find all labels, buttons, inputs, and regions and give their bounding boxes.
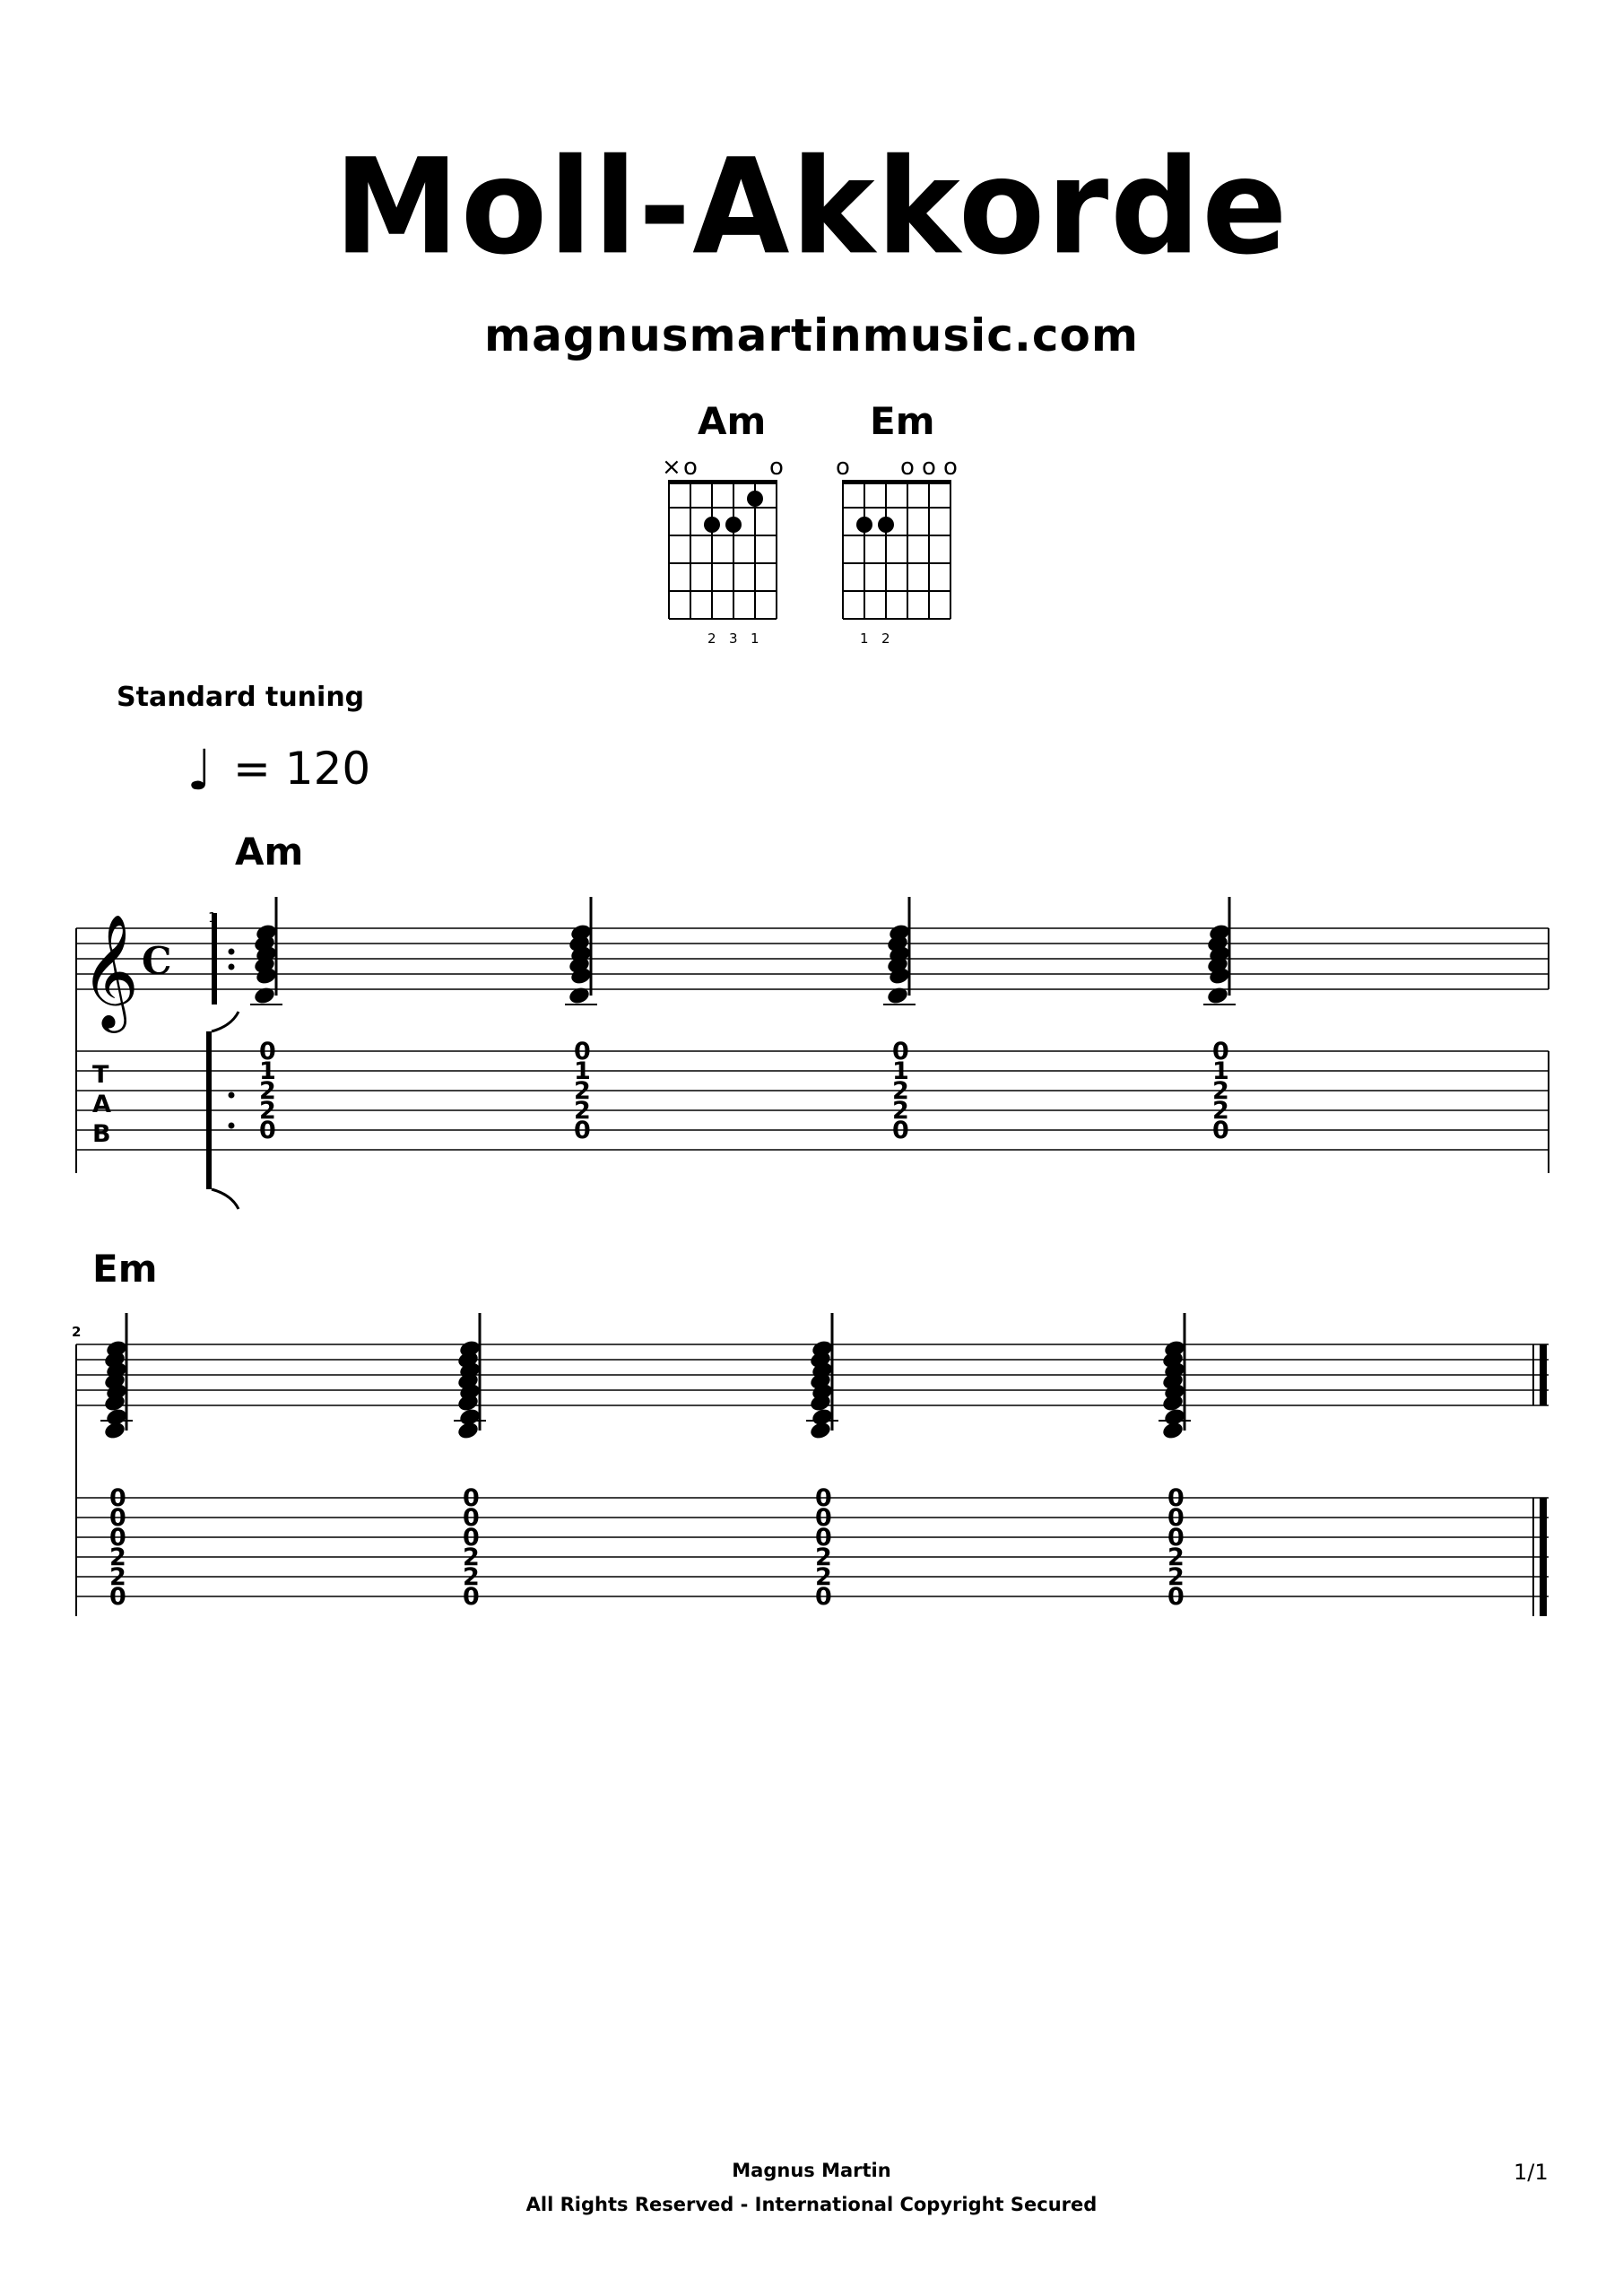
chord-diagram-em [836,454,958,647]
tab-fret-number: 0 [1212,1038,1229,1065]
system-1 [76,897,1549,1209]
tab-clef-b: B [92,1120,111,1148]
tab-fret-number: 0 [574,1117,591,1144]
string-marker: o [683,454,698,481]
measure-number: 2 [72,1324,82,1340]
measure-2-tab [109,1484,1185,1611]
tab-fret-number: 1 [574,1057,591,1085]
string-marker: × [662,454,681,481]
finger-number: 2 [707,631,716,647]
staff-lines [76,1344,1549,1405]
tab-fret-number: 0 [815,1524,832,1552]
tab-lines [76,1051,1549,1150]
tab-fret-number: 0 [259,1117,276,1144]
tab-fret-number: 0 [109,1583,126,1611]
tab-fret-number: 2 [1167,1544,1185,1571]
note-head [886,986,909,1006]
tab-clef-t: T [92,1061,109,1089]
tab-fret-number: 0 [1167,1583,1185,1611]
tab-fret-number: 2 [463,1544,480,1571]
tab-fret-number: 0 [1167,1524,1185,1552]
tab-fret-number: 0 [1167,1504,1185,1532]
finger-number: 1 [860,631,869,647]
fret-dot [704,517,720,533]
fret-dot [878,517,894,533]
tab-fret-number: 2 [574,1097,591,1125]
chord-diagram-am [662,454,784,647]
treble-clef-icon: 𝄞 [81,913,140,1028]
fret-dot [725,517,742,533]
tab-fret-number: 2 [1212,1077,1229,1105]
string-marker: o [943,454,958,481]
tab-fret-number: 0 [463,1484,480,1512]
string-marker: o [922,454,936,481]
finger-number: 1 [751,631,759,647]
tab-fret-number: 1 [1212,1057,1229,1085]
tab-fret-number: 2 [892,1077,909,1105]
staff-lines [76,928,1549,989]
tab-fret-number: 2 [815,1563,832,1591]
note-head [1206,986,1229,1006]
tab-fret-number: 0 [1212,1117,1229,1144]
website-subtitle: magnusmartinmusic.com [483,309,1140,361]
note-head [456,1421,480,1441]
notation-chord [454,1313,486,1440]
tab-fret-number: 0 [463,1583,480,1611]
tab-fret-number: 0 [259,1038,276,1065]
time-signature: C [142,939,172,983]
tab-fret-number: 0 [574,1038,591,1065]
note-head [253,986,276,1006]
tab-fret-number: 0 [109,1524,126,1552]
page-title: Moll-Akkorde [334,130,1289,285]
tab-fret-number: 2 [815,1544,832,1571]
tab-fret-number: 2 [1167,1563,1185,1591]
quarter-note-icon: ♩ [187,737,213,803]
repeat-start-bracket [206,913,239,1209]
note-head [809,1421,832,1441]
tab-fret-number: 1 [259,1057,276,1085]
system-2 [72,1313,1549,1616]
tempo-value: = 120 [233,743,371,795]
tab-fret-number: 2 [109,1544,126,1571]
note-head [568,986,591,1006]
notation-chord [100,1313,133,1440]
tab-clef-a: A [92,1091,111,1118]
tab-lines [76,1498,1549,1596]
tab-fret-number: 2 [109,1563,126,1591]
string-marker: o [769,454,784,481]
tab-fret-number: 2 [892,1097,909,1125]
tab-fret-number: 0 [463,1524,480,1552]
measure-1-chord-label: Am [235,830,304,874]
note-head [1161,1421,1185,1441]
tab-fret-number: 0 [815,1484,832,1512]
finger-number: 2 [881,631,890,647]
measure-2-chord-label: Em [92,1247,158,1291]
tab-fret-number: 0 [463,1504,480,1532]
string-marker: o [900,454,915,481]
tuning-label: Standard tuning [117,682,365,713]
tab-fret-number: 2 [574,1077,591,1105]
tab-fret-number: 0 [892,1117,909,1144]
fret-dot [747,491,763,507]
fret-dot [856,517,872,533]
tab-fret-number: 0 [815,1504,832,1532]
note-head [103,1421,126,1441]
tab-fret-number: 0 [892,1038,909,1065]
tab-fret-number: 0 [1167,1484,1185,1512]
tab-fret-number: 1 [892,1057,909,1085]
tab-fret-number: 2 [463,1563,480,1591]
notation-chord [806,1313,838,1440]
tab-fret-number: 0 [815,1583,832,1611]
tab-fret-number: 2 [259,1077,276,1105]
tab-fret-number: 2 [1212,1097,1229,1125]
page-number: 1/1 [1514,2160,1549,2185]
measure-number: 1 [208,909,217,926]
chord-diagram-name-em: Em [870,399,935,443]
notation-chord [1159,1313,1191,1440]
measure-2-notes [100,1313,1191,1440]
tab-fret-number: 0 [109,1484,126,1512]
tab-fret-number: 0 [109,1504,126,1532]
string-marker: o [836,454,850,481]
final-barline [1533,1344,1547,1616]
footer-author: Magnus Martin [732,2160,891,2181]
chord-diagram-name-am: Am [698,399,767,443]
tab-fret-number: 2 [259,1097,276,1125]
finger-number: 3 [729,631,738,647]
footer-rights: All Rights Reserved - International Copyright Secured [525,2194,1098,2215]
